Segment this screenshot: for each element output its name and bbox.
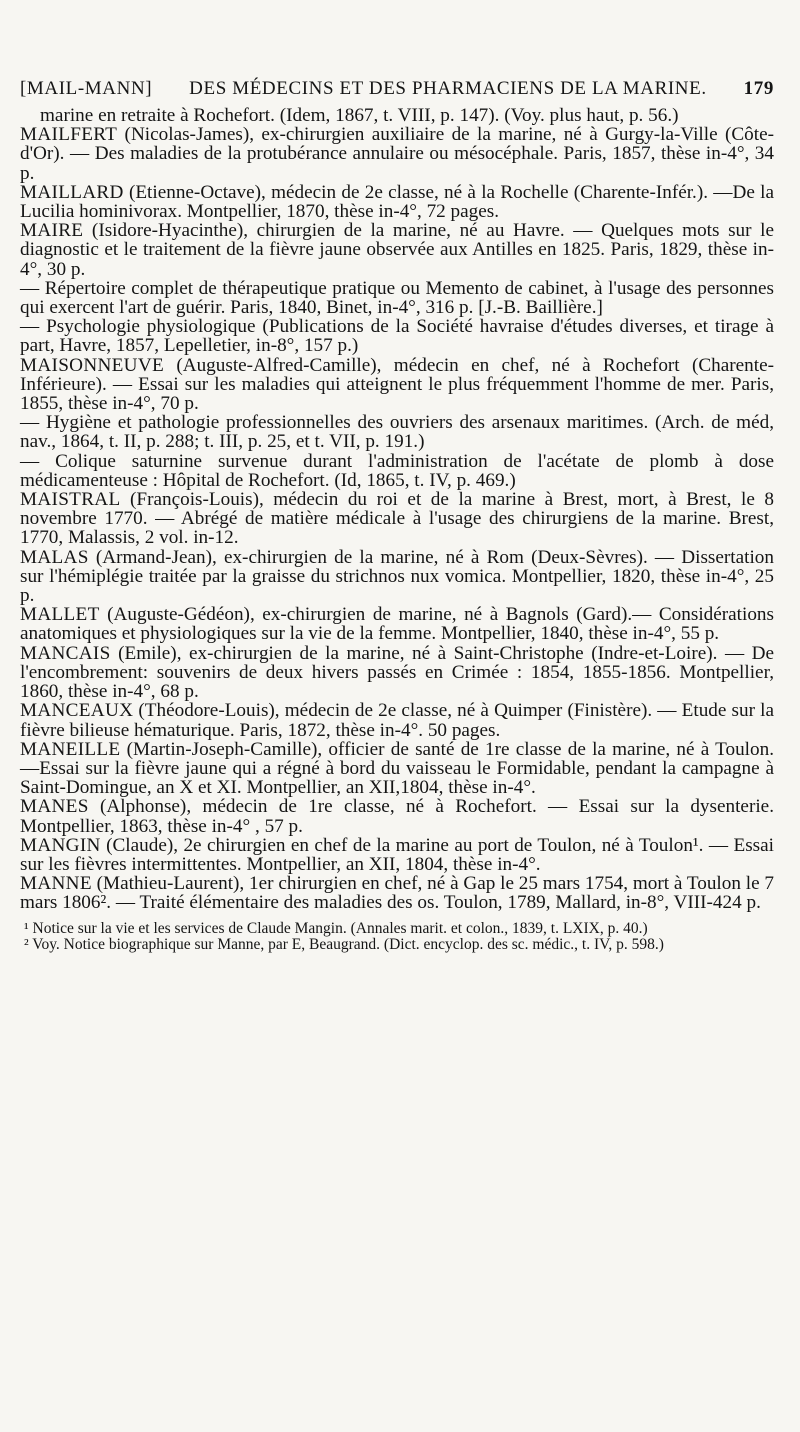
header-title: DES MÉDECINS ET DES PHARMACIENS DE LA MARINE. <box>189 78 707 99</box>
entry-maistral <box>20 490 774 548</box>
entry-text: (Théodore-Louis), médecin de 2e classe, né à Quimper (Finistère). — Etude sur la fièvre bilieuse hématurique. Paris, 1872, thèse in-4°. 50 pages. <box>20 700 774 741</box>
entry-manne <box>20 874 774 912</box>
entry-maneille <box>20 740 774 798</box>
entry-text: (Etienne-Octave), médecin de 2e classe, né à la Rochelle (Charente-Infér.). —De la Lucilia hominivorax. Montpellier, 1870, thèse in-4°, 72 pages. <box>20 181 774 223</box>
entry-name: MAILLARD <box>20 181 124 203</box>
entry-name: MALAS <box>20 546 89 568</box>
entry-manceaux <box>20 701 774 739</box>
entry-name: MALLET <box>20 604 100 626</box>
header-range: [MAIL-MANN] <box>20 78 153 99</box>
dictionary-entries <box>20 106 774 913</box>
entry-mallet <box>20 605 774 643</box>
footnote-2: ² Voy. Notice biographique sur Manne, par E, Beaugrand. (Dict. encyclop. des sc. médic., t. IV, p. 598.) <box>24 936 664 954</box>
entry-manes <box>20 797 774 835</box>
entry-continuation: — Répertoire complet de thérapeutique pratique ou Memento de cabinet, à l'usage des personnes qui exercent l'art de guérir. Paris, 1840, Binet, in-4°, 316 p. [J.-B. Baillière.] <box>20 277 774 319</box>
entry-name: MANEILLE <box>20 738 121 760</box>
text-continuation: marine en retraite à Rochefort. (Idem, 1867, t. VIII, p. 147). (Voy. plus haut, p. 56.) <box>40 105 679 126</box>
entry-name: MANNE <box>20 873 92 895</box>
running-header <box>20 78 774 100</box>
entry-continuation: — Colique saturnine survenue durant l'administration de l'acétate de plomb à dose médicamenteuse : Hôpital de Rochefort. (Id, 1865, t. IV, p. 469.) <box>20 450 774 491</box>
entry-continuation: — Psychologie physiologique (Publications de la Société havraise d'études diverses, et tirage à part, Havre, 1857, Lepelletier, in-8°, 157 p.) <box>20 316 774 357</box>
entry-name: MANCAIS <box>20 642 111 664</box>
entry-text: (Claude), 2e chirurgien en chef de la marine au port de Toulon, né à Toulon¹. — Essai sur les fièvres intermittentes. Montpellier, an XII, 1804, thèse in-4°. <box>20 834 774 875</box>
entry-name: MANGIN <box>20 834 101 856</box>
entry-text: (Auguste-Gédéon), ex-chirurgien de marine, né à Bagnols (Gard).— Considérations anatomiques et physiologiques sur la vie de la femme. Montpellier, 1840, thèse in-4°, 55 p. <box>20 604 774 645</box>
entry-mangin <box>20 836 774 874</box>
entry-text: (François-Louis), médecin du roi et de la marine à Brest, mort, à Brest, le 8 novembre 1770. — Abrégé de matière médicale à l'usage des chirurgiens de la marine. Brest, 1770, Malassis, 2 vol. in-12. <box>20 489 774 549</box>
entry-name: MAILFERT <box>20 124 118 146</box>
entry-text: (Mathieu-Laurent), 1er chirurgien en chef, né à Gap le 25 mars 1754, mort à Toulon le 7 mars 1806². — Traité élémentaire des maladies des os. Toulon, 1789, Mallard, in-8°, VIII-424 p. <box>20 873 774 914</box>
entry-malas <box>20 548 774 606</box>
entry-text: (Isidore-Hyacinthe), chirurgien de la marine, né au Havre. — Quelques mots sur le diagnostic et le traitement de la fièvre jaune observée aux Antilles en 1825. Paris, 1829, thèse in-4°, 30 p. <box>20 220 774 280</box>
entry-name: MANCEAUX <box>20 700 134 722</box>
entry-maisonneuve <box>20 356 774 414</box>
entry-continuation: — Hygiène et pathologie professionnelles des ouvriers des arsenaux maritimes. (Arch. de méd, nav., 1864, t. II, p. 288; t. III, p. 25, et t. VII, p. 191.) <box>20 412 774 453</box>
entry-name: MAIRE <box>20 220 84 242</box>
entry-maire <box>20 221 774 279</box>
entry-text: (Emile), ex-chirurgien de la marine, né à Saint-Christophe (Indre-et-Loire). — De l'encombrement: souvenirs de deux hivers passés en Crimée : 1854, 1855-1856. Montpellier, 1860, thèse in-4°, 68 p. <box>20 642 774 703</box>
entry-text: (Armand-Jean), ex-chirurgien de la marine, né à Rom (Deux-Sèvres). — Dissertation sur l'hémiplégie traitée par la graisse du strichnos nux vomica. Montpellier, 1820, thèse in-4°, 25 p. <box>20 546 774 607</box>
entry-mailfert <box>20 125 774 183</box>
entry-text: (Auguste-Alfred-Camille), médecin en chef, né à Rochefort (Charente-Inférieure). — Essai sur les maladies qui atteignent le plus fréquemment l'homme de mer. Paris, 1855, thèse in-4°, 70 p. <box>20 354 774 415</box>
entry-text: (Martin-Joseph-Camille), officier de santé de 1re classe de la marine, né à Toulon. —Essai sur la fièvre jaune qui a régné à bord du vaisseau le Formidable, pendant la campagne à Saint-Domingue, an X et XI. Montpellier, an XII,1804, thèse in-4°. <box>20 738 774 799</box>
entry-name: MAISTRAL <box>20 489 121 511</box>
page-number: 179 <box>743 78 774 99</box>
footnote-1: ¹ Notice sur la vie et les services de Claude Mangin. (Annales marit. et colon., 1839, t. LXIX, p. 40.) <box>24 919 648 937</box>
entry-name: MANES <box>20 796 89 818</box>
entry-text: (Alphonse), médecin de 1re classe, né à Rochefort. — Essai sur la dysenterie. Montpellier, 1863, thèse in-4° , 57 p. <box>20 796 774 837</box>
entry-mancais <box>20 644 774 702</box>
entry-maillard <box>20 183 774 221</box>
footnotes <box>20 921 774 954</box>
entry-name: MAISONNEUVE <box>20 354 165 376</box>
entry-text: (Nicolas-James), ex-chirurgien auxiliaire de la marine, né à Gurgy-la-Ville (Côte-d'Or). — Des maladies de la protubérance annulaire ou mésocéphale. Paris, 1857, thèse in-4°, 34 p. <box>20 124 774 184</box>
